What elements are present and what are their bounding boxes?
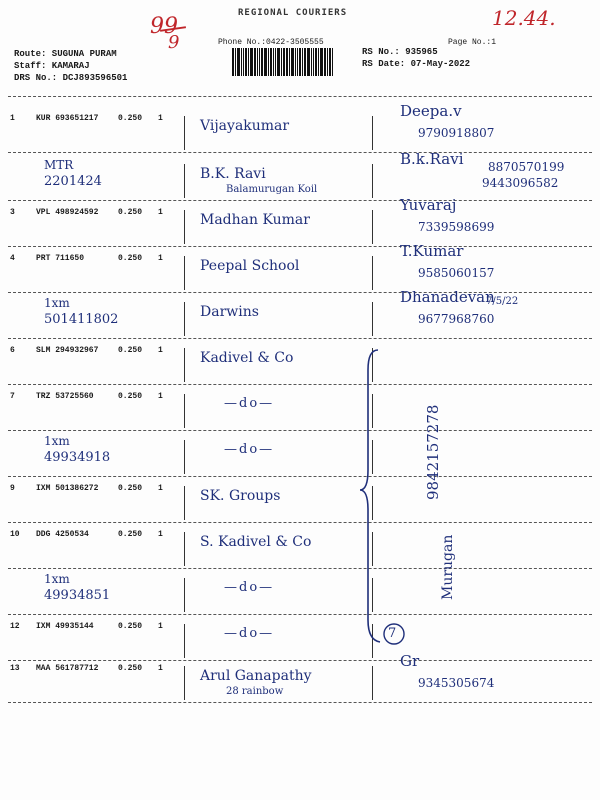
- column-divider: [184, 302, 185, 336]
- receiver-phone: 9345305674: [418, 676, 495, 690]
- column-divider: [184, 666, 185, 700]
- pieces: 1: [158, 622, 163, 631]
- vertical-phone: 9842157278: [424, 404, 442, 500]
- awb-handwritten: 1xm: [44, 572, 70, 586]
- consignee-address: 28 rainbow: [226, 686, 284, 697]
- group-bracket: [360, 340, 600, 670]
- barcode-bar: [327, 48, 328, 76]
- consignee-name: —do—: [224, 442, 275, 457]
- awb-number: SLM 294932967: [36, 346, 99, 355]
- barcode-bar: [243, 48, 244, 76]
- awb-handwritten-number: 2201424: [44, 174, 102, 189]
- receiver-signature: Gr: [400, 652, 420, 670]
- barcode-bar: [245, 48, 247, 76]
- barcode-bar: [241, 48, 242, 76]
- barcode-bar: [307, 48, 310, 76]
- barcode-bar: [315, 48, 317, 76]
- vertical-name: Murugan: [440, 534, 456, 600]
- awb-handwritten-number: 49934851: [44, 588, 111, 603]
- weight: 0.250: [118, 530, 143, 539]
- red-fraction-bottom: 9: [168, 32, 180, 53]
- consignee-name: —do—: [224, 580, 275, 595]
- consignee-name: Madhan Kumar: [200, 212, 310, 228]
- row-rule: [8, 702, 592, 703]
- red-fraction-top: 99: [150, 14, 178, 39]
- receiver-phone-alt: 9443096582: [482, 176, 559, 190]
- weight: 0.250: [118, 664, 143, 673]
- row-number: 10: [10, 530, 20, 539]
- row-number: 1: [10, 114, 15, 123]
- header-right: [362, 46, 470, 70]
- row-rule: [8, 246, 592, 247]
- delivery-date: 7/5/22: [486, 296, 519, 307]
- column-divider: [184, 164, 185, 198]
- barcode: [232, 48, 342, 76]
- awb-number: MAA 561787712: [36, 664, 99, 673]
- weight: 0.250: [118, 254, 143, 263]
- column-divider: [372, 164, 373, 198]
- column-divider: [372, 666, 373, 700]
- receiver-signature: T.Kumar: [400, 242, 464, 260]
- barcode-bar: [283, 48, 285, 76]
- pieces: 1: [158, 254, 163, 263]
- consignee-name: Peepal School: [200, 258, 300, 274]
- awb-number: IXM 501386272: [36, 484, 99, 493]
- pieces: 1: [158, 530, 163, 539]
- barcode-bar: [232, 48, 234, 76]
- header-rule: [8, 96, 592, 97]
- receiver-signature: Dhanadevan: [400, 288, 495, 306]
- weight: 0.250: [118, 484, 143, 493]
- barcode-bar: [275, 48, 276, 76]
- column-divider: [184, 210, 185, 244]
- drs-no: DRS No.: DCJ893596501: [14, 73, 128, 83]
- column-divider: [184, 486, 185, 520]
- receiver-phone: 7339598699: [418, 220, 495, 234]
- column-divider: [184, 440, 185, 474]
- receiver-phone: 9677968760: [418, 312, 495, 326]
- receiver-phone: 9585060157: [418, 266, 495, 280]
- rs-no: RS No.: 935965: [362, 47, 438, 57]
- awb-handwritten: MTR: [44, 158, 74, 172]
- weight: 0.250: [118, 346, 143, 355]
- row-number: 7: [10, 392, 15, 401]
- consignee-name: —do—: [224, 626, 275, 641]
- barcode-bar: [270, 48, 272, 76]
- barcode-bar: [237, 48, 240, 76]
- company-title: REGIONAL COURIERS: [238, 8, 348, 18]
- column-divider: [372, 116, 373, 150]
- barcode-bar: [250, 48, 253, 76]
- table-row: [0, 150, 600, 202]
- row-number: 3: [10, 208, 15, 217]
- weight: 0.250: [118, 392, 143, 401]
- table-row: [0, 196, 600, 248]
- barcode-bar: [257, 48, 258, 76]
- row-rule: [8, 152, 592, 153]
- barcode-bar: [291, 48, 294, 76]
- consignee-name: Kadivel & Co: [200, 350, 294, 366]
- pieces: 1: [158, 664, 163, 673]
- barcode-bar: [235, 48, 236, 76]
- awb-number: KUR 693651217: [36, 114, 99, 123]
- awb-handwritten-number: 49934918: [44, 450, 111, 465]
- barcode-bar: [277, 48, 280, 76]
- barcode-bar: [281, 48, 282, 76]
- weight: 0.250: [118, 622, 143, 631]
- barcode-bar: [302, 48, 303, 76]
- barcode-bar: [273, 48, 274, 76]
- pieces: 1: [158, 208, 163, 217]
- row-number: 13: [10, 664, 20, 673]
- receiver-signature: Yuvaraj: [400, 196, 457, 214]
- bracket-stroke: [360, 350, 380, 642]
- column-divider: [184, 532, 185, 566]
- receiver-phone: 8870570199: [488, 160, 565, 174]
- group-count: 7: [388, 626, 397, 641]
- barcode-bar: [299, 48, 301, 76]
- receiver-signature: B.k.Ravi: [400, 150, 464, 168]
- barcode-bar: [320, 48, 323, 76]
- staff: Staff: KAMARAJ: [14, 61, 90, 71]
- barcode-bar: [318, 48, 319, 76]
- row-rule: [8, 292, 592, 293]
- column-divider: [184, 348, 185, 382]
- rs-date: RS Date: 07-May-2022: [362, 59, 471, 69]
- column-divider: [372, 210, 373, 244]
- row-number: 6: [10, 346, 15, 355]
- receiver-phone: 9790918807: [418, 126, 495, 140]
- barcode-bar: [268, 48, 269, 76]
- pieces: 1: [158, 484, 163, 493]
- awb-handwritten: 1xm: [44, 296, 70, 310]
- barcode-bar: [332, 48, 333, 76]
- barcode-bar: [329, 48, 331, 76]
- pieces: 1: [158, 114, 163, 123]
- consignee-name: B.K. Ravi: [200, 166, 266, 182]
- row-number: 9: [10, 484, 15, 493]
- barcode-bar: [311, 48, 312, 76]
- header-left: [14, 48, 127, 84]
- barcode-bar: [313, 48, 314, 76]
- barcode-bar: [261, 48, 263, 76]
- awb-number: PRT 711650: [36, 254, 85, 263]
- column-divider: [372, 302, 373, 336]
- awb-number: TRZ 53725560: [36, 392, 94, 401]
- pieces: 1: [158, 392, 163, 401]
- barcode-bar: [248, 48, 249, 76]
- consignee-name: S. Kadivel & Co: [200, 534, 312, 550]
- column-divider: [184, 394, 185, 428]
- awb-number: DDG 4250534: [36, 530, 89, 539]
- column-divider: [184, 256, 185, 290]
- red-time: 12.44.: [492, 6, 556, 30]
- weight: 0.250: [118, 114, 143, 123]
- column-divider: [184, 116, 185, 150]
- consignee-name: —do—: [224, 396, 275, 411]
- consignee-name: Darwins: [200, 304, 259, 320]
- awb-handwritten: 1xm: [44, 434, 70, 448]
- barcode-bar: [304, 48, 306, 76]
- barcode-bar: [297, 48, 298, 76]
- barcode-bar: [324, 48, 326, 76]
- column-divider: [372, 256, 373, 290]
- row-number: 12: [10, 622, 20, 631]
- table-row: [0, 288, 600, 340]
- consignee-name: Vijayakumar: [200, 118, 290, 134]
- receiver-signature: Deepa.v: [400, 102, 462, 120]
- consignee-address: Balamurugan Koil: [226, 184, 318, 195]
- pieces: 1: [158, 346, 163, 355]
- phone-number: Phone No.:0422-3505555: [218, 38, 324, 47]
- page-number: Page No.:1: [448, 38, 497, 47]
- barcode-bar: [259, 48, 260, 76]
- row-rule: [8, 338, 592, 339]
- consignee-name: Arul Ganapathy: [200, 668, 312, 684]
- column-divider: [184, 624, 185, 658]
- awb-number: IXM 49935144: [36, 622, 94, 631]
- barcode-bar: [286, 48, 288, 76]
- awb-number: VPL 498924592: [36, 208, 99, 217]
- barcode-bar: [295, 48, 296, 76]
- consignee-name: SK. Groups: [200, 488, 281, 504]
- barcode-bar: [289, 48, 290, 76]
- row-number: 4: [10, 254, 15, 263]
- table-row: [0, 242, 600, 294]
- barcode-bar: [254, 48, 256, 76]
- table-row: [0, 102, 600, 154]
- route: Route: SUGUNA PURAM: [14, 49, 117, 59]
- column-divider: [184, 578, 185, 612]
- awb-handwritten-number: 501411802: [44, 312, 119, 327]
- row-rule: [8, 200, 592, 201]
- barcode-bar: [264, 48, 267, 76]
- weight: 0.250: [118, 208, 143, 217]
